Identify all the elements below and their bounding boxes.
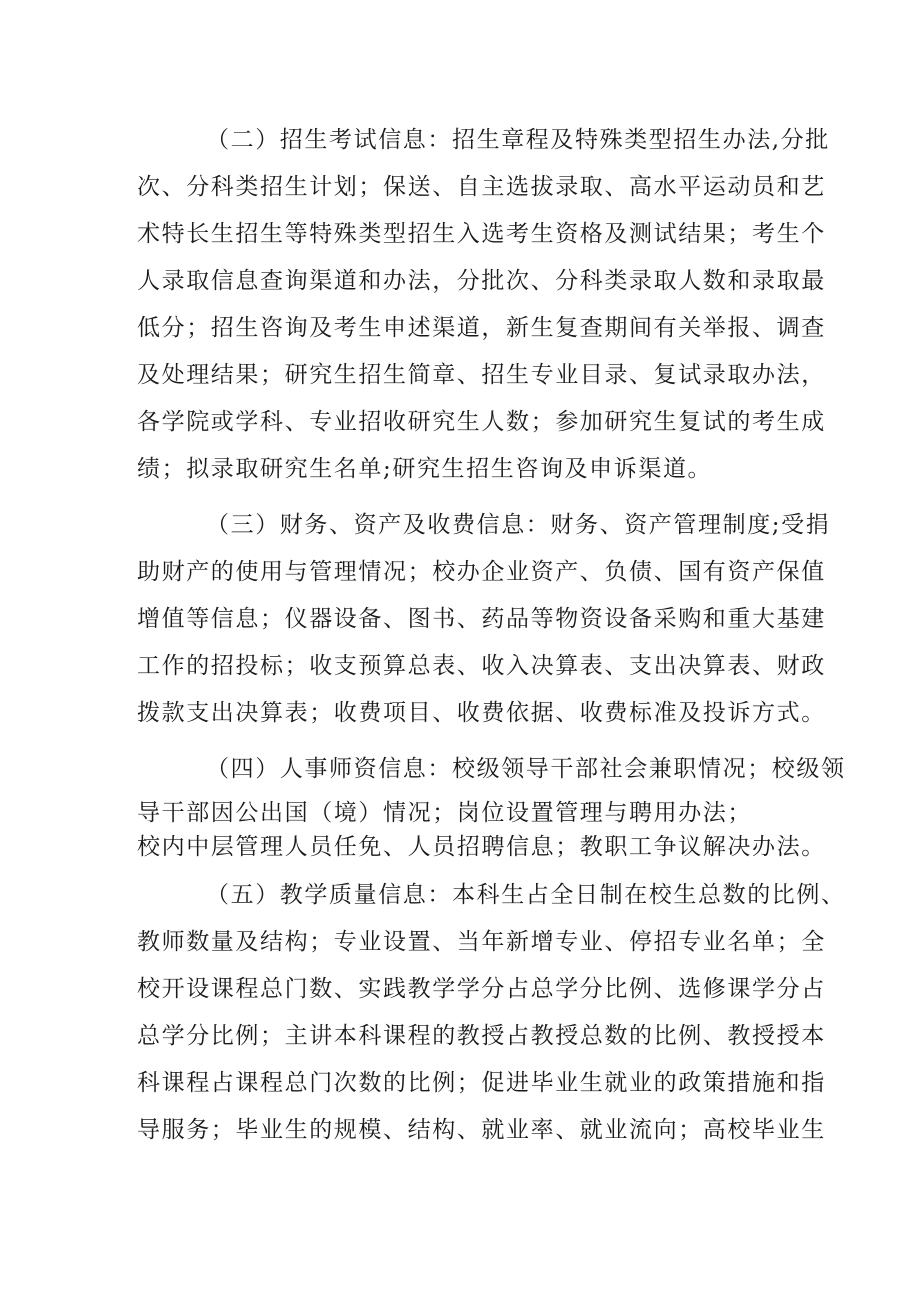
- text-line: （二）招生考试信息：招生章程及特殊类型招生办法,分批: [206, 127, 830, 153]
- text-line: 各学院或学科、专业招收研究生人数；参加研究生复试的考生成: [137, 409, 826, 435]
- text-line: （五）教学质量信息：本科生占全日制在校生总数的比例、: [206, 882, 846, 908]
- text-line: 导服务；毕业生的规模、结构、就业率、就业流向；高校毕业生: [137, 1117, 826, 1143]
- text-line: 工作的招投标；收支预算总表、收入决算表、支出决算表、财政: [137, 653, 826, 679]
- text-line: 低分；招生咨询及考生申述渠道，新生复查期间有关举报、调查: [137, 315, 826, 341]
- text-line: 术特长生招生等特殊类型招生入选考生资格及测试结果；考生个: [137, 221, 826, 247]
- text-line: 教师数量及结构；专业设置、当年新增专业、停招专业名单；全: [137, 929, 826, 955]
- text-line: 科课程占课程总门次数的比例；促进毕业生就业的政策措施和指: [137, 1070, 826, 1096]
- text-line: （四）人事师资信息：校级领导干部社会兼职情况；校级领: [206, 756, 846, 782]
- text-line: 校内中层管理人员任免、人员招聘信息；教职工争议解决办法。: [137, 834, 826, 860]
- text-line: 拨款支出决算表；收费项目、收费依据、收费标准及投诉方式。: [137, 700, 826, 726]
- text-line: 增值等信息；仪器设备、图书、药品等物资设备采购和重大基建: [137, 606, 826, 632]
- text-line: 次、分科类招生计划；保送、自主选拔录取、高水平运动员和艺: [137, 174, 826, 200]
- text-line: （三）财务、资产及收费信息：财务、资产管理制度;受捐: [206, 512, 831, 538]
- text-line: 导干部因公出国（境）情况；岗位设置管理与聘用办法；: [137, 800, 752, 826]
- text-line: 及处理结果；研究生招生简章、招生专业目录、复试录取办法，: [137, 362, 826, 388]
- text-line: 校开设课程总门数、实践教学学分占总学分比例、选修课学分占: [137, 976, 826, 1002]
- text-line: 总学分比例；主讲本科课程的教授占教授总数的比例、教授授本: [137, 1023, 826, 1049]
- text-line: 助财产的使用与管理情况；校办企业资产、负债、国有资产保值: [137, 559, 826, 585]
- text-line: 人录取信息查询渠道和办法，分批次、分科类录取人数和录取最: [137, 268, 826, 294]
- text-line: 绩；拟录取研究生名单;研究生招生咨询及申诉渠道。: [137, 456, 713, 482]
